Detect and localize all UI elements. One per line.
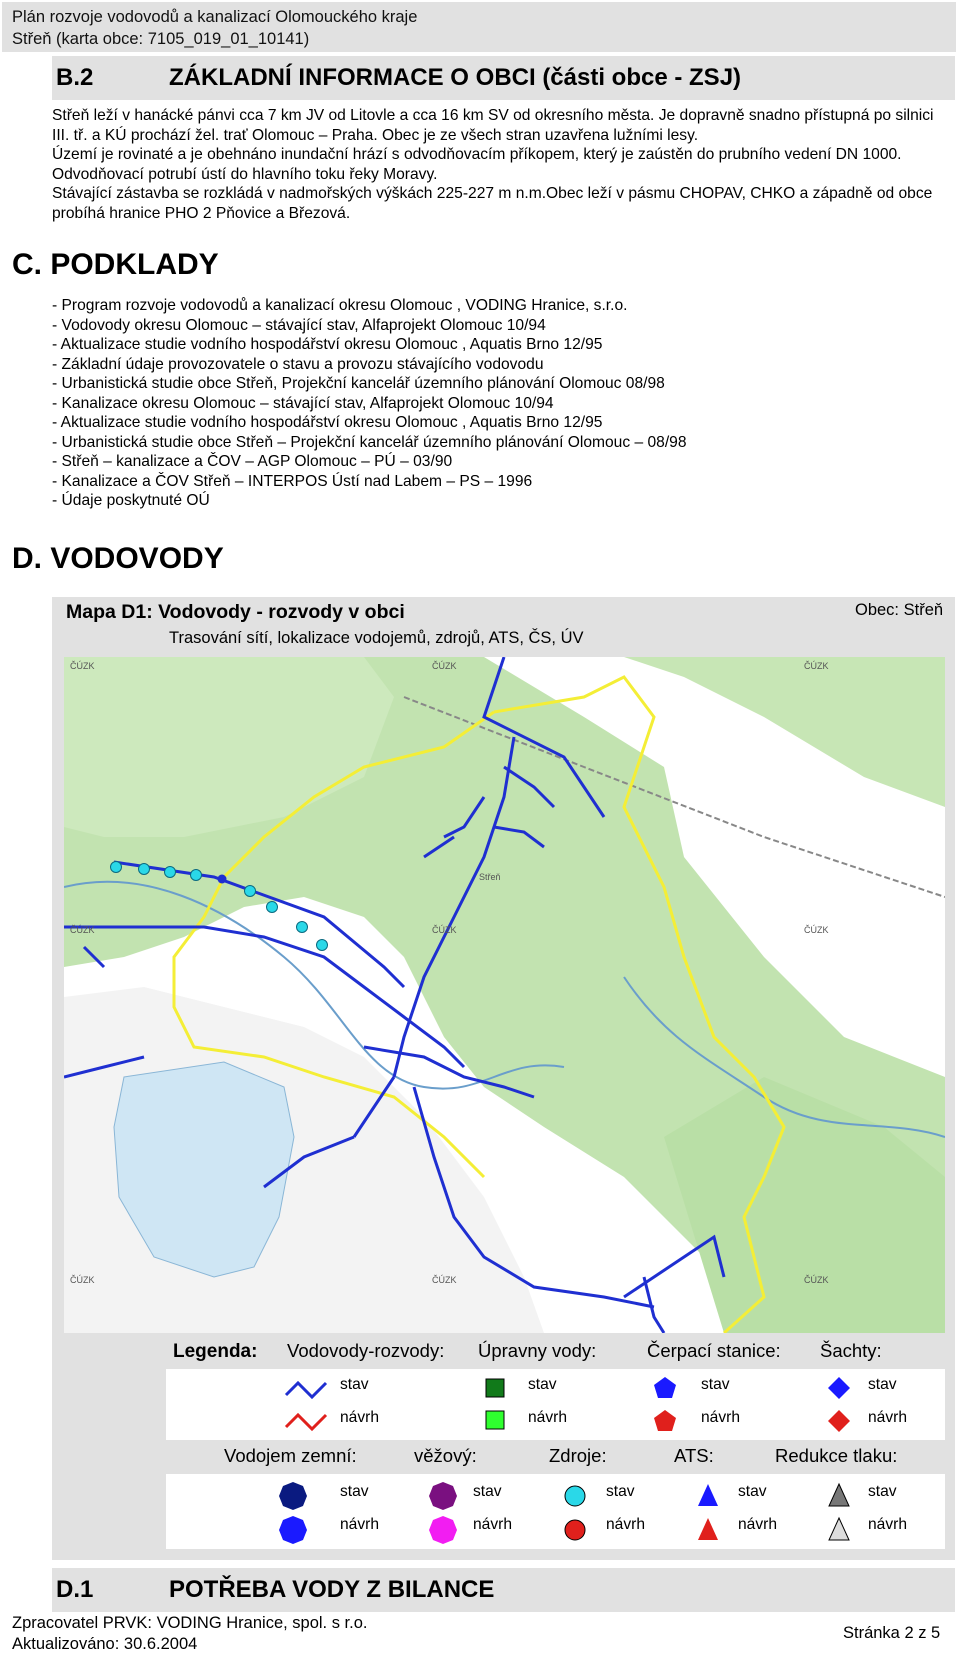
page-number: Stránka 2 z 5	[843, 1624, 941, 1642]
legend-label-navrh: návrh	[473, 1516, 513, 1533]
section-b2-title: ZÁKLADNÍ INFORMACE O OBCI (části obce - ZSJ)	[169, 64, 742, 91]
header-title: Plán rozvoje vodovodů a kanalizací Olomouckého kraje	[12, 8, 418, 26]
header-card-id: Střeň (karta obce: 7105_019_01_10141)	[12, 30, 310, 48]
list-item: - Kanalizace a ČOV Střeň – INTERPOS Ústí nad Labem – PS – 1996	[52, 472, 533, 490]
watermark-label: ČÚZK	[804, 661, 829, 671]
legend-label-stav: stav	[340, 1483, 369, 1500]
list-item: - Kanalizace okresu Olomouc – stávající stav, Alfaprojekt Olomouc 10/94	[52, 394, 554, 412]
footer-author: Zpracovatel PRVK: VODING Hranice, spol. s r.o.	[12, 1614, 368, 1632]
legend-label-navrh: návrh	[340, 1409, 380, 1426]
legend-header: Zdroje:	[549, 1445, 607, 1466]
watermark-label: ČÚZK	[432, 661, 457, 671]
shaft-existing-icon	[828, 1377, 850, 1399]
pressure-reducer-proposed-icon	[829, 1518, 849, 1540]
section-b2-heading	[52, 56, 955, 100]
pressure-reducer-existing-icon	[829, 1484, 849, 1506]
section-d1-heading	[52, 1568, 955, 1612]
legend-symbols-2	[166, 1474, 945, 1549]
intro-paragraph: Stávající zástavba se rozkládá v nadmořských výškách 225-227 m n.m.Obec leží v pásmu CHOPAV, CHKO a západně od obce probíhá hranice PHO 2 Pňovice a Březová.	[52, 185, 933, 222]
legend-label-stav: stav	[528, 1376, 557, 1393]
legend-label-stav: stav	[868, 1376, 897, 1393]
list-item: - Urbanistická studie obce Střeň, Projekční kancelář územního plánování Olomouc 08/98	[52, 375, 665, 392]
watermark-label: ČÚZK	[804, 925, 829, 935]
town-label: Střeň	[479, 872, 501, 882]
legend-header: Vodojem zemní:	[224, 1445, 357, 1466]
list-item: - Střeň – kanalizace a ČOV – AGP Olomouc – PÚ – 03/90	[52, 453, 453, 470]
legend-label-stav: stav	[340, 1376, 369, 1393]
legend-label-navrh: návrh	[738, 1516, 778, 1533]
watermark-label: ČÚZK	[804, 1275, 829, 1285]
watermark-label: ČÚZK	[70, 925, 95, 935]
pipe-existing-icon	[286, 1383, 326, 1397]
legend-title: Legenda:	[173, 1341, 258, 1362]
water-network-map	[64, 657, 945, 1333]
intro-paragraph: Střeň leží v hanácké pánvi cca 7 km JV od Litovle a cca 16 km SV od okresního města. Je dopravně snadno přístupná po silnici III. tř. a KÚ prochází žel. trať Olomouc – Praha. Obec je ze všech stran uzavřena lužními lesy.	[52, 107, 934, 144]
ground-reservoir-existing-icon	[279, 1482, 307, 1510]
list-item: - Údaje poskytnuté OÚ	[52, 492, 210, 509]
tower-reservoir-proposed-icon	[429, 1516, 457, 1544]
legend-header: ATS:	[674, 1445, 714, 1466]
legend-label-stav: stav	[738, 1483, 767, 1500]
source-proposed-icon	[565, 1520, 585, 1540]
tower-reservoir-existing-icon	[429, 1482, 457, 1510]
section-d1-number: D.1	[56, 1576, 94, 1603]
list-item: - Aktualizace studie vodního hospodářství okresu Olomouc , Aquatis Brno 12/95	[52, 414, 603, 431]
pump-existing-icon	[654, 1377, 676, 1398]
legend-header: Čerpací stanice:	[647, 1340, 781, 1361]
intro-paragraph: Území je rovinaté a je obehnáno inundační hrází s odvodňovacím příkopem, který je zaústěn do prubního vedení DN 1000. Odvodňovací potrubí ústí do hlavního toku řeky Moravy.	[52, 146, 902, 183]
watermark-label: ČÚZK	[70, 661, 95, 671]
legend-label-navrh: návrh	[606, 1516, 646, 1533]
legend-label-stav: stav	[606, 1483, 635, 1500]
treatment-existing-icon	[486, 1379, 504, 1397]
legend-label-stav: stav	[473, 1483, 502, 1500]
watermark-label: ČÚZK	[432, 1275, 457, 1285]
legend-label-navrh: návrh	[340, 1516, 380, 1533]
watermark-label: ČÚZK	[70, 1275, 95, 1285]
pump-proposed-icon	[654, 1410, 676, 1431]
section-d1-title: POTŘEBA VODY Z BILANCE	[169, 1576, 495, 1603]
legend-label-navrh: návrh	[868, 1409, 908, 1426]
source-existing-icon	[565, 1486, 585, 1506]
legend-label-stav: stav	[868, 1483, 897, 1500]
section-b2-number: B.2	[56, 64, 94, 91]
watermark-label: ČÚZK	[432, 925, 457, 935]
section-d-title: D. VODOVODY	[12, 542, 224, 575]
ats-proposed-icon	[698, 1518, 718, 1540]
ground-reservoir-proposed-icon	[279, 1516, 307, 1544]
pipe-proposed-icon	[286, 1415, 326, 1429]
legend-header: Úpravny vody:	[478, 1340, 597, 1361]
legend-header: Šachty:	[820, 1340, 882, 1361]
legend-label-stav: stav	[701, 1376, 730, 1393]
map-title: Mapa D1: Vodovody - rozvody v obci	[66, 601, 405, 623]
shaft-proposed-icon	[828, 1410, 850, 1432]
list-item: - Aktualizace studie vodního hospodářství okresu Olomouc , Aquatis Brno 12/95	[52, 336, 603, 353]
list-item: - Vodovody okresu Olomouc – stávající stav, Alfaprojekt Olomouc 10/94	[52, 316, 546, 334]
list-item: - Základní údaje provozovatele o stavu a provozu stávajícího vodovodu	[52, 355, 544, 373]
footer-updated: Aktualizováno: 30.6.2004	[12, 1635, 198, 1653]
list-item: - Urbanistická studie obce Střeň – Projekční kancelář územního plánování Olomouc – 08/98	[52, 433, 687, 451]
section-c-title: C. PODKLADY	[12, 248, 219, 281]
legend-header: Vodovody-rozvody:	[287, 1340, 445, 1361]
legend-header: věžový:	[414, 1445, 477, 1466]
list-item: - Program rozvoje vodovodů a kanalizací okresu Olomouc , VODING Hranice, s.r.o.	[52, 297, 628, 314]
legend-label-navrh: návrh	[868, 1516, 908, 1533]
ats-existing-icon	[698, 1484, 718, 1506]
legend-label-navrh: návrh	[528, 1409, 568, 1426]
legend-row2-headers	[0, 1445, 960, 1473]
legend-label-navrh: návrh	[701, 1409, 741, 1426]
map-subtitle: Trasování sítí, lokalizace vodojemů, zdrojů, ATS, ČS, ÚV	[169, 629, 584, 647]
intro-text	[52, 106, 952, 223]
treatment-proposed-icon	[486, 1411, 504, 1429]
legend-header: Redukce tlaku:	[775, 1445, 898, 1466]
document-header	[2, 2, 956, 52]
map-municipality: Obec: Střeň	[855, 601, 944, 619]
podklady-list	[52, 296, 687, 511]
legend-row1-headers	[0, 1340, 960, 1368]
